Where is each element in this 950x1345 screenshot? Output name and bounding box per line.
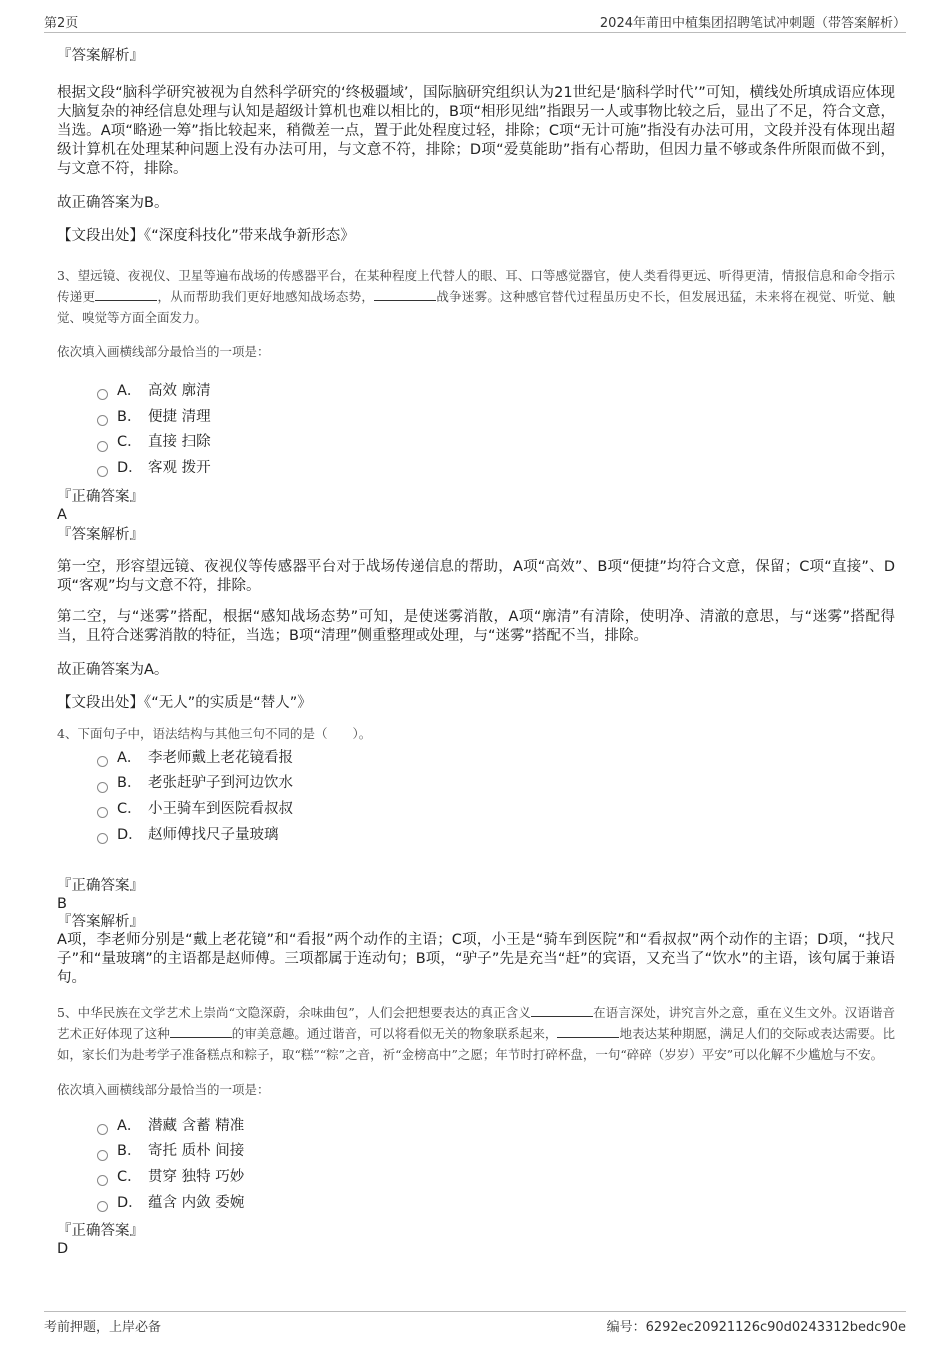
option-a[interactable]: A． 高效 廓清: [97, 379, 895, 405]
footer-slogan: 考前押题，上岸必备: [44, 1320, 162, 1335]
answer-blank: [557, 1024, 619, 1038]
document-title: 2024年莆田中植集团招聘笔试冲刺题（带答案解析）: [599, 16, 906, 31]
q4-question: 4、下面句子中，语法结构与其他三句不同的是（ ）。: [57, 725, 372, 741]
radio-icon[interactable]: [97, 389, 108, 400]
page-header: [44, 10, 906, 33]
radio-icon[interactable]: [97, 466, 108, 477]
q4-options: [97, 746, 895, 849]
q3-text-a: 3、望远镜、夜视仪、卫星等遍布战场的传感器平台，在某种程度上代替人的眼、耳、口等感觉器官，使人类看得更远、听得更清，情报信息和命令指示传递更: [57, 268, 895, 304]
option-d[interactable]: D． 蕴含 内敛 委婉: [97, 1191, 895, 1217]
option-c[interactable]: C． 直接 扫除: [97, 430, 895, 456]
q3-source: 【文段出处】《“无人”的实质是“替人”》: [57, 694, 312, 711]
radio-icon[interactable]: [97, 415, 108, 426]
option-a[interactable]: A． 潜藏 含蓄 精准: [97, 1114, 895, 1140]
q2-analysis-title: 『答案解析』: [57, 48, 144, 64]
radio-icon[interactable]: [97, 782, 108, 793]
q2-analysis: 根据文段“脑科学研究被视为自然科学研究的‘终极疆域’，国际脑研究组织认为21世纪是‘脑科学时代’”可知，横线处所填成语应体现大脑复杂的神经信息处理与认知是超级计算机也难以相比的，B项“相形见绌”指跟另一人或事物比较之后，显出了不足，符合文意，当选。A项“略逊一筹”指比较起来，稍微差一点，置于此处程度过轻，排除；C项“无计可施”指没有办法可用，文段并没有体现出超级计算机在处理某种问题上没有办法可用，与文意不符，排除；D项“爱莫能助”指有心帮助，但因力量不够或条件所限而做不到，与文意不符，排除。: [57, 85, 895, 177]
q5-text-a: 5、中华民族在文学艺术上崇尚“文隐深蔚，余味曲包”，人们会把想要表达的真正含义: [57, 1004, 531, 1020]
q5-options: [97, 1114, 895, 1217]
option-b[interactable]: B． 寄托 质朴 间接: [97, 1139, 895, 1165]
q5-text-d: 地表达某种期愿，满足人们的交际或表达需要。比如，家长们为赴考学子准备糕点和粽子，取“糕”“粽”之音，祈“金榜高中”之愿；年节时打碎杯盘，一句“碎碎（岁岁）平安”可以化解不少尴尬与不安。: [57, 1025, 895, 1062]
q4-answer-title: 『正确答案』: [57, 877, 144, 894]
q4-answer: B: [57, 895, 67, 912]
q3-answer-title: 『正确答案』: [57, 488, 144, 505]
radio-icon[interactable]: [97, 1124, 108, 1135]
answer-blank: [374, 287, 436, 301]
radio-icon[interactable]: [97, 756, 108, 767]
q5-answer: D: [57, 1241, 69, 1258]
radio-icon[interactable]: [97, 1150, 108, 1161]
q3-text-b: ，从而帮助我们更好地感知战场态势，: [157, 289, 375, 304]
q3-question: [57, 265, 895, 328]
document-id: 编号：6292ec20921126c90d0243312bedc90e: [606, 1320, 906, 1335]
q3-answer: A: [57, 506, 67, 523]
q2-conclusion: 故正确答案为B。: [57, 195, 169, 211]
q4-analysis-title: 『答案解析』: [57, 913, 144, 930]
q2-source: 【文段出处】《“深度科技化”带来战争新形态》: [57, 228, 355, 244]
radio-icon[interactable]: [97, 807, 108, 818]
option-c[interactable]: C． 贯穿 独特 巧妙: [97, 1165, 895, 1191]
q3-options: [97, 379, 895, 482]
answer-blank: [170, 1024, 232, 1038]
radio-icon[interactable]: [97, 441, 108, 452]
q5-prompt: 依次填入画横线部分最恰当的一项是：: [57, 1081, 270, 1097]
option-d[interactable]: D． 赵师傅找尺子量玻璃: [97, 823, 895, 849]
q3-conclusion: 故正确答案为A。: [57, 661, 169, 678]
q5-answer-title: 『正确答案』: [57, 1223, 144, 1240]
radio-icon[interactable]: [97, 1175, 108, 1186]
q3-analysis-1: 第一空，形容望远镜、夜视仪等传感器平台对于战场传递信息的帮助，A项“高效”、B项“便捷”均符合文意，保留；C项“直接”、D项“客观”均与文意不符，排除。: [57, 558, 895, 594]
option-a[interactable]: A． 李老师戴上老花镜看报: [97, 746, 895, 772]
answer-blank: [531, 1003, 593, 1017]
radio-icon[interactable]: [97, 1201, 108, 1212]
page-footer: [44, 1311, 906, 1336]
answer-blank: [95, 287, 157, 301]
q4-analysis: A项，李老师分别是“戴上老花镜”和“看报”两个动作的主语；C项，小王是“骑车到医院”和“看叔叔”两个动作的主语；D项，“找尺子”和“量玻璃”的主语都是赵师傅。三项都属于连动句；B项，“驴子”先是充当“赶”的宾语，又充当了“饮水”的主语，该句属于兼语句。: [57, 931, 895, 986]
page-content: [57, 44, 895, 1258]
radio-icon[interactable]: [97, 833, 108, 844]
option-c[interactable]: C． 小王骑车到医院看叔叔: [97, 797, 895, 823]
q5-text-c: 的审美意趣。通过谐音，可以将看似无关的物象联系起来，: [231, 1025, 558, 1041]
q3-prompt: 依次填入画横线部分最恰当的一项是：: [57, 344, 270, 359]
q3-analysis-title: 『答案解析』: [57, 526, 144, 543]
q3-analysis-2: 第二空，与“迷雾”搭配，根据“感知战场态势”可知，是使迷雾消散，A项“廓清”有清除，使明净、清澈的意思，与“迷雾”搭配得当，且符合迷雾消散的特征，当选；B项“清理”侧重整理或处理，与“迷雾”搭配不当，排除。: [57, 608, 895, 644]
page-number: 第2页: [44, 16, 79, 31]
q5-text-b: 在语言深处，讲究言外之意，重在义生文外。汉语谐音艺术正好体现了这种: [57, 1004, 895, 1041]
option-b[interactable]: B． 老张赶驴子到河边饮水: [97, 771, 895, 797]
q5-question: [57, 1002, 895, 1065]
option-b[interactable]: B． 便捷 清理: [97, 405, 895, 431]
q3-text-c: 战争迷雾。这种感官替代过程虽历史不长，但发展迅猛，未来将在视觉、听觉、触觉、嗅觉等方面全面发力。: [57, 289, 895, 325]
option-d[interactable]: D． 客观 拨开: [97, 456, 895, 482]
